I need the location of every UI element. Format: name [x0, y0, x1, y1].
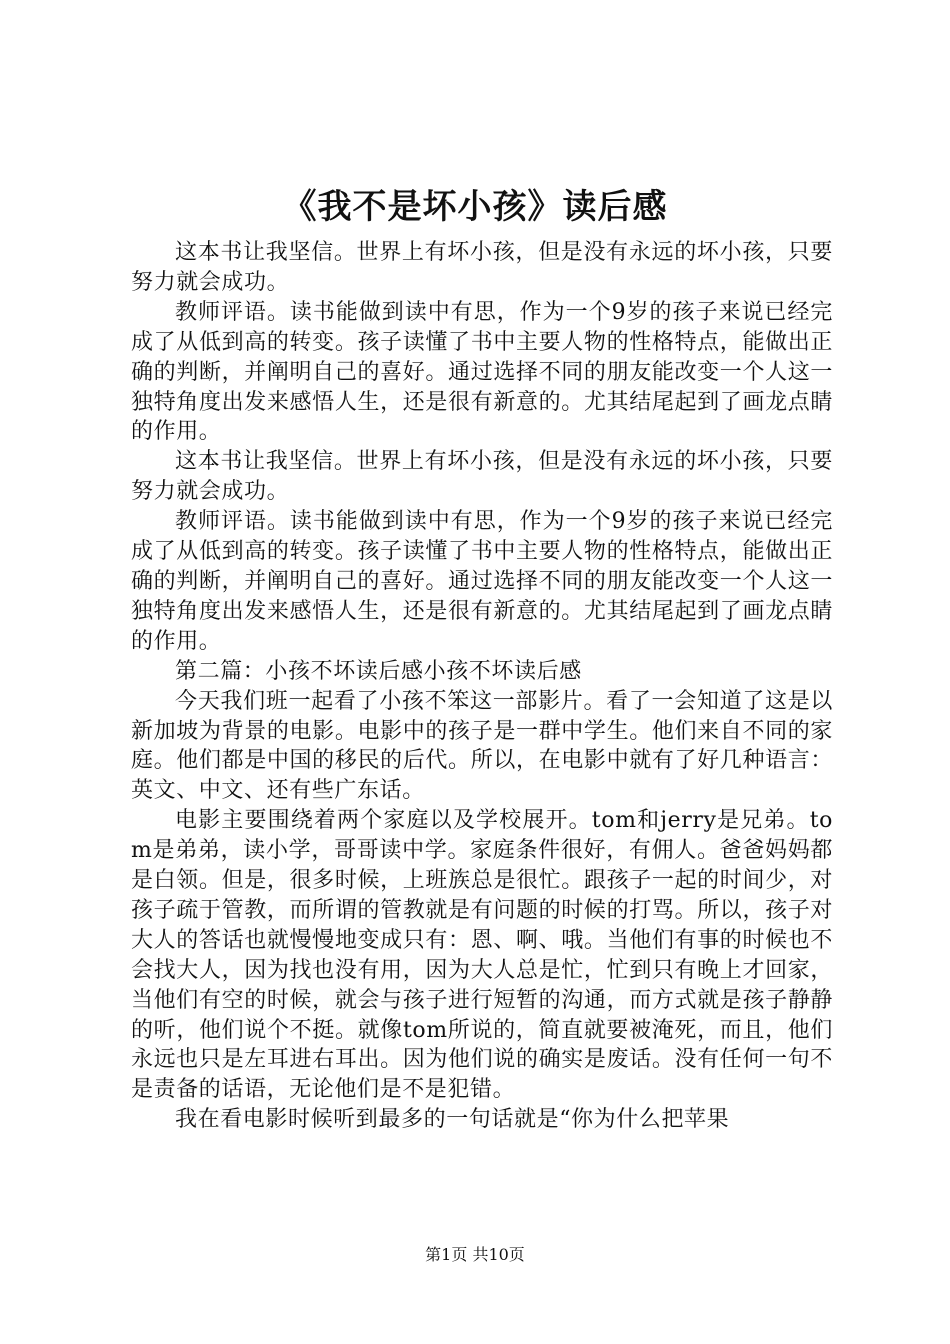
paragraph-6: 电影主要围绕着两个家庭以及学校展开。tom和jerry是兄弟。tom是弟弟，读小学，哥哥读中学。家庭条件很好，有佣人。爸爸妈妈都是白领。但是，很多时候，上班族总是很忙。跟孩子一起的时间少，对孩子疏于管教，而所谓的管教就是有问题的时候的打骂。所以，孩子对大人的答话也就慢慢地变成只有：恩、啊、哦。当他们有事的时候也不会找大人，因为找也没有用，因为大人总是忙，忙到只有晚上才回家，当他们有空的时候，就会与孩子进行短暂的沟通，而方式就是孩子静静的听，他们说个不挺。就像tom所说的，简直就要被淹死，而且，他们永远也只是左耳进右耳出。因为他们说的确实是废话。没有任何一句不是责备的话语，无论他们是不是犯错。 [131, 808, 833, 1103]
document-title: 《我不是坏小孩》读后感 [282, 187, 668, 227]
paragraph-3: 这本书让我坚信。世界上有坏小孩，但是没有永远的坏小孩，只要努力就会成功。 [131, 449, 833, 505]
paragraph-7: 我在看电影时候听到最多的一句话就是“你为什么把苹果 [175, 1107, 730, 1133]
paragraph-1: 这本书让我坚信。世界上有坏小孩，但是没有永远的坏小孩，只要努力就会成功。 [131, 240, 833, 295]
paragraph-5: 今天我们班一起看了小孩不笨这一部影片。看了一会知道了这是以新加坡为背景的电影。电影中的孩子是一群中学生。他们来自不同的家庭。他们都是中国的移民的后代。所以，在电影中就有了好几种语言：英文、中文、还有些广东话。 [131, 688, 833, 804]
section-heading: 第二篇：小孩不坏读后感小孩不坏读后感 [175, 658, 582, 684]
paragraph-2: 教师评语。读书能做到读中有思，作为一个9岁的孩子来说已经完成了从低到高的转变。孩子读懂了书中主要人物的性格特点，能做出正确的判断，并阐明自己的喜好。通过选择不同的朋友能改变一个人这一独特角度出发来感悟人生，还是很有新意的。尤其结尾起到了画龙点睛的作用。 [131, 299, 833, 445]
document-body [131, 238, 833, 1135]
page-number-footer: 第1页 共10页 [425, 1245, 525, 1264]
paragraph-4: 教师评语。读书能做到读中有思，作为一个9岁的孩子来说已经完成了从低到高的转变。孩子读懂了书中主要人物的性格特点，能做出正确的判断，并阐明自己的喜好。通过选择不同的朋友能改变一个人这一独特角度出发来感悟人生，还是很有新意的。尤其结尾起到了画龙点睛的作用。 [131, 509, 833, 654]
